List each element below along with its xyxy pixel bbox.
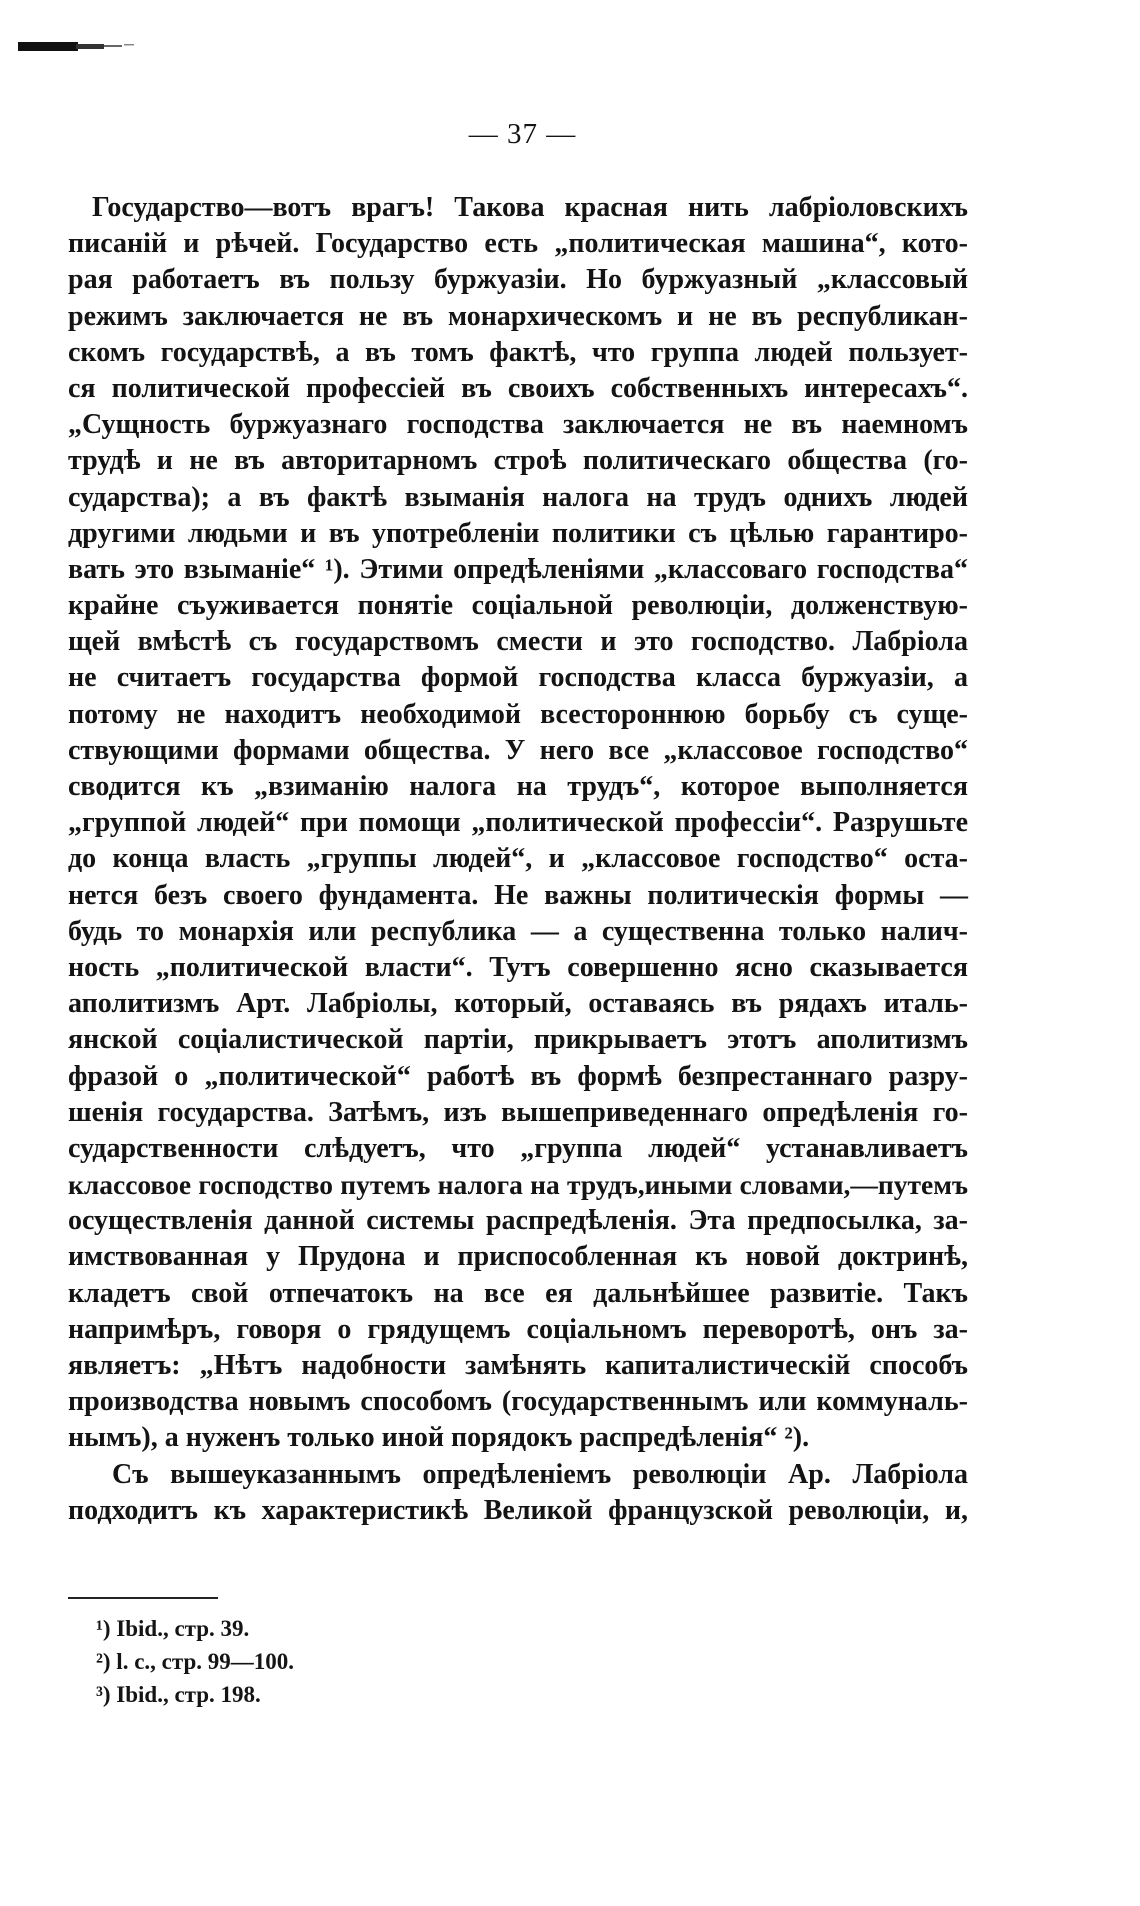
text-line: „Сущность буржуазнаго господства заключается не въ наемномъ	[68, 409, 968, 441]
text-line: скомъ государствѣ, а въ томъ фактѣ, что группа людей пользует-	[68, 336, 968, 368]
text-line: напримѣръ, говоря о грядущемъ соціальномъ переворотѣ, онъ за-	[68, 1313, 968, 1345]
page-number: — 37 —	[468, 118, 577, 150]
text-line: нется безъ своего фундамента. Не важны политическія формы —	[68, 879, 968, 911]
text-line: другими людьми и въ употребленіи политики съ цѣлью гарантиро-	[68, 517, 968, 549]
text-line: аполитизмъ Арт. Лабріолы, который, оставаясь въ рядахъ италь-	[68, 988, 968, 1020]
text-line: не считаетъ государства формой господства класса буржуазіи, а	[68, 662, 968, 694]
text-line: Съ вышеуказаннымъ опредѣленіемъ революціи Ар. Лабріола	[112, 1458, 968, 1490]
text-line: ся политической профессіей въ своихъ собственныхъ интересахъ“.	[68, 372, 968, 404]
scan-artifact-mark	[18, 40, 148, 54]
text-line: крайне съуживается понятіе соціальной революціи, долженствую-	[68, 590, 968, 622]
text-line: шенія государства. Затѣмъ, изъ вышеприведеннаго опредѣленія го-	[68, 1096, 968, 1128]
text-line: сударства); а въ фактѣ взыманія налога на трудъ однихъ людей	[68, 481, 968, 513]
text-line: сводится къ „взиманію налога на трудъ“, которое выполняется	[68, 771, 968, 802]
text-line: Государство—вотъ врагъ! Такова красная нить лабріоловскихъ	[92, 192, 968, 223]
footnote-3: ³) Ibid., стр. 198.	[96, 1682, 261, 1707]
text-line: будь то монархія или республика — а существенна только налич-	[68, 915, 968, 947]
body-text	[68, 190, 968, 1529]
text-line: ность „политической власти“. Тутъ совершенно ясно сказывается	[68, 951, 968, 983]
text-line: нымъ), а нуженъ только иной порядокъ распредѣленія“ ²).	[68, 1422, 810, 1454]
text-line: ствующими формами общества. У него все „классовое господство“	[68, 734, 968, 766]
text-line: до конца власть „группы людей“, и „классовое господство“ оста-	[68, 843, 968, 875]
text-line: янской соціалистической партіи, прикрываетъ этотъ аполитизмъ	[68, 1024, 968, 1056]
paragraph-1	[68, 190, 968, 1457]
footnotes	[96, 1612, 294, 1711]
text-line: классовое господство путемъ налога на трудъ,иными словами,—путемъ	[68, 1169, 968, 1201]
text-line: кладетъ свой отпечатокъ на все ея дальнѣйшее развитіе. Такъ	[68, 1277, 968, 1309]
text-line: являетъ: „Нѣтъ надобности замѣнять капиталистическій способъ	[68, 1350, 968, 1381]
text-line: „группой людей“ при помощи „политической профессіи“. Разрушьте	[68, 807, 968, 839]
text-line: производства новымъ способомъ (государственнымъ или коммуналь-	[68, 1386, 968, 1418]
footnote-rule	[68, 1597, 218, 1599]
text-line: подходитъ къ характеристикѣ Великой французской революціи, и,	[68, 1494, 968, 1526]
text-line: имствованная у Прудона и приспособленная къ новой доктринѣ,	[68, 1241, 968, 1273]
text-line: рая работаетъ въ пользу буржуазіи. Но буржуазный „классовый	[68, 264, 968, 296]
text-line: трудѣ и не въ авторитарномъ строѣ политическаго общества (го-	[68, 445, 968, 477]
text-line: сударственности слѣдуетъ, что „группа людей“ устанавливаетъ	[68, 1132, 968, 1164]
footnote-1: ¹) Ibid., стр. 39.	[96, 1616, 250, 1641]
text-line: потому не находитъ необходимой всестороннюю борьбу съ суще-	[68, 698, 968, 730]
text-line: писаній и рѣчей. Государство есть „политическая машина“, кото-	[68, 228, 968, 260]
footnote-2: ²) l. c., стр. 99—100.	[96, 1649, 294, 1674]
text-line: режимъ заключается не въ монархическомъ и не въ республикан-	[68, 300, 968, 332]
text-line: вать это взыманіе“ ¹). Этими опредѣленіями „классоваго господства“	[68, 553, 968, 585]
paragraph-2	[68, 1457, 968, 1529]
text-line: осуществленія данной системы распредѣленія. Эта предпосылка, за-	[68, 1205, 968, 1237]
text-line: щей вмѣстѣ съ государствомъ смести и это господство. Лабріола	[68, 626, 968, 658]
text-line: фразой о „политической“ работѣ въ формѣ безпрестаннаго разру-	[68, 1060, 968, 1092]
